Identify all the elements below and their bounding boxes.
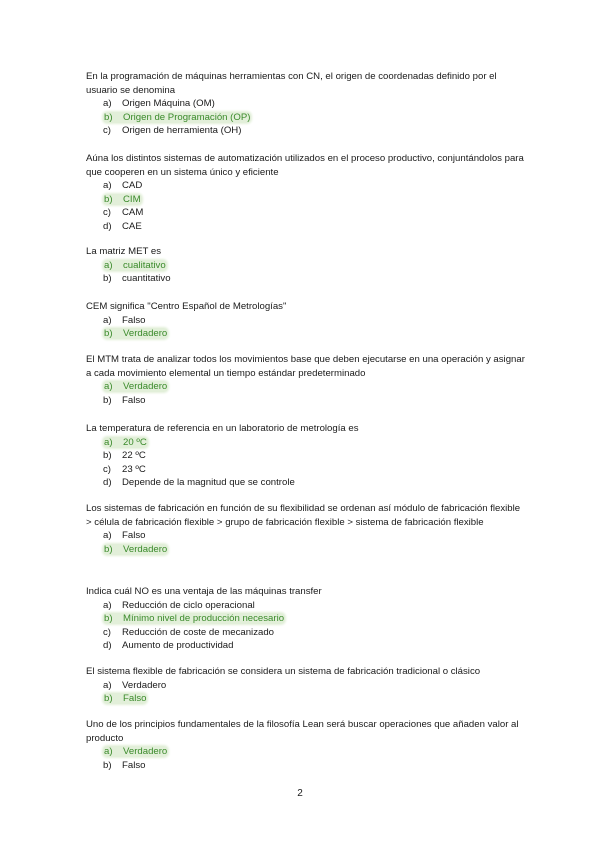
answer-option-correct	[103, 380, 526, 394]
answer-option	[103, 206, 526, 220]
option-text: 23 ºC	[122, 463, 146, 475]
answer-text-wrap	[103, 125, 241, 136]
question-block	[86, 422, 526, 490]
question-stem: La matriz MET es	[86, 246, 161, 257]
correct-answer-highlight	[103, 693, 147, 704]
option-text: CAM	[122, 207, 144, 219]
correct-answer-highlight	[103, 260, 167, 271]
option-text: Verdadero	[123, 746, 168, 758]
option-letter: c)	[103, 463, 111, 475]
answer-text-wrap	[103, 207, 143, 218]
option-letter: b)	[103, 450, 112, 462]
answer-text-wrap	[103, 640, 233, 651]
question-stem: Aúna los distintos sistemas de automatización utilizados en el proceso productivo, conjuntándolos para que cooperen en un sistema único y eficiente	[86, 153, 524, 178]
answer-options	[86, 97, 526, 138]
option-letter: b)	[103, 273, 112, 285]
answer-text-wrap	[103, 530, 145, 541]
option-text: CIM	[123, 193, 141, 205]
option-text: Falso	[122, 314, 146, 326]
answer-option-correct	[103, 193, 526, 207]
option-letter: a)	[103, 679, 112, 691]
answer-options	[86, 314, 526, 341]
page-number: 2	[297, 788, 303, 799]
answer-text-wrap	[103, 98, 215, 109]
answer-text-wrap	[103, 273, 171, 284]
answer-option	[103, 449, 526, 463]
answer-option	[103, 639, 526, 653]
option-text: Verdadero	[123, 543, 168, 555]
option-text: Origen Máquina (OM)	[122, 98, 215, 110]
option-letter: d)	[103, 220, 112, 232]
correct-answer-highlight	[103, 328, 168, 339]
answer-text-wrap	[103, 600, 255, 611]
option-text: Falso	[122, 759, 146, 771]
answer-option	[103, 272, 526, 286]
answer-option	[103, 476, 526, 490]
answer-text-wrap	[103, 680, 166, 691]
option-text: Verdadero	[122, 679, 167, 691]
answer-option	[103, 394, 526, 408]
correct-answer-highlight	[103, 746, 168, 757]
option-letter: b)	[104, 328, 113, 340]
option-text: Falso	[122, 530, 146, 542]
question-block	[86, 245, 526, 286]
correct-answer-highlight	[103, 613, 285, 624]
option-text: Depende de la magnitud que se controle	[122, 477, 295, 489]
answer-options	[86, 380, 526, 407]
option-letter: a)	[103, 599, 112, 611]
option-letter: b)	[104, 693, 113, 705]
option-text: CAD	[122, 180, 143, 192]
question-stem: El sistema flexible de fabricación se considera un sistema de fabricación tradicional o clásico	[86, 666, 481, 677]
option-letter: a)	[103, 314, 112, 326]
question-stem: Los sistemas de fabricación en función de su flexibilidad se ordenan así módulo de fabricación flexible > célula de fabricación flexible > grupo de fabricación flexible > sistema de fabricación flexible	[86, 503, 521, 528]
answer-option	[103, 529, 526, 543]
question-block	[86, 585, 526, 653]
option-text: Falso	[122, 394, 146, 406]
answer-text-wrap	[103, 464, 146, 475]
option-text: Reducción de coste de mecanizado	[122, 626, 274, 638]
option-letter: c)	[103, 125, 111, 137]
option-letter: a)	[104, 381, 113, 393]
answer-option	[103, 679, 526, 693]
answer-options	[86, 259, 526, 286]
answer-text-wrap	[103, 477, 295, 488]
answer-option	[103, 759, 526, 773]
option-letter: a)	[103, 530, 112, 542]
option-letter: a)	[103, 180, 112, 192]
answer-option-correct	[103, 111, 526, 125]
answer-option	[103, 179, 526, 193]
answer-options	[86, 179, 526, 233]
option-letter: a)	[104, 436, 113, 448]
option-letter: c)	[103, 207, 111, 219]
option-letter: c)	[103, 626, 111, 638]
answer-option	[103, 463, 526, 477]
option-text: Origen de Programación (OP)	[123, 111, 251, 123]
question-stem: Uno de los principios fundamentales de la filosofía Lean será buscar operaciones que añaden valor al producto	[86, 719, 519, 744]
question-stem: Indica cuál NO es una ventaja de las máquinas transfer	[86, 586, 322, 597]
option-letter: d)	[103, 477, 112, 489]
question-block	[86, 152, 526, 234]
answer-option	[103, 220, 526, 234]
option-letter: b)	[103, 394, 112, 406]
answer-options	[86, 679, 526, 706]
question-block	[86, 502, 526, 556]
option-text: Reducción de ciclo operacional	[122, 599, 255, 611]
option-text: Mínimo nivel de producción necesario	[123, 613, 285, 625]
option-letter: a)	[103, 98, 112, 110]
option-text: cualitativo	[123, 259, 166, 271]
option-letter: b)	[104, 111, 113, 123]
correct-answer-highlight	[103, 381, 168, 392]
answer-option	[103, 97, 526, 111]
option-letter: b)	[104, 543, 113, 555]
option-letter: b)	[104, 613, 113, 625]
answer-option	[103, 599, 526, 613]
answer-option	[103, 124, 526, 138]
question-block	[86, 718, 526, 772]
question-stem: La temperatura de referencia en un laboratorio de metrología es	[86, 423, 359, 434]
correct-answer-highlight	[103, 194, 142, 205]
answer-options	[86, 745, 526, 772]
correct-answer-highlight	[103, 544, 168, 555]
option-letter: a)	[104, 746, 113, 758]
option-text: CAE	[122, 220, 142, 232]
option-letter: d)	[103, 640, 112, 652]
answer-text-wrap	[103, 450, 146, 461]
answer-option-correct	[103, 259, 526, 273]
answer-text-wrap	[103, 315, 145, 326]
answer-option	[103, 314, 526, 328]
option-text: 22 ºC	[122, 450, 146, 462]
option-letter: a)	[104, 259, 113, 271]
option-text: 20 ºC	[123, 436, 147, 448]
answer-option-correct	[103, 612, 526, 626]
answer-option-correct	[103, 327, 526, 341]
option-text: cuantitativo	[122, 273, 171, 285]
question-stem: En la programación de máquinas herramientas con CN, el origen de coordenadas definido por el usuario se denomina	[86, 71, 497, 96]
answer-options	[86, 599, 526, 653]
question-stem: El MTM trata de analizar todos los movimientos base que deben ejecutarse en una operación y asignar a cada movimiento elemental un tiempo estándar predeterminado	[86, 354, 525, 379]
correct-answer-highlight	[103, 112, 251, 123]
question-block	[86, 665, 526, 706]
option-text: Aumento de productividad	[122, 640, 234, 652]
question-block	[86, 70, 526, 138]
answer-option-correct	[103, 436, 526, 450]
answer-text-wrap	[103, 760, 145, 771]
answer-option-correct	[103, 745, 526, 759]
answer-option-correct	[103, 692, 526, 706]
option-text: Verdadero	[123, 381, 168, 393]
option-text: Verdadero	[123, 328, 168, 340]
correct-answer-highlight	[103, 437, 148, 448]
answer-text-wrap	[103, 395, 145, 406]
answer-option-correct	[103, 543, 526, 557]
option-text: Falso	[123, 693, 147, 705]
question-block	[86, 353, 526, 407]
answer-text-wrap	[103, 180, 142, 191]
question-stem: CEM significa "Centro Español de Metrologías"	[86, 301, 287, 312]
option-text: Origen de herramienta (OH)	[122, 125, 242, 137]
answer-option	[103, 626, 526, 640]
option-letter: b)	[103, 759, 112, 771]
answer-options	[86, 436, 526, 490]
question-block	[86, 300, 526, 341]
answer-options	[86, 529, 526, 556]
option-letter: b)	[104, 193, 113, 205]
answer-text-wrap	[103, 627, 274, 638]
answer-text-wrap	[103, 221, 142, 232]
